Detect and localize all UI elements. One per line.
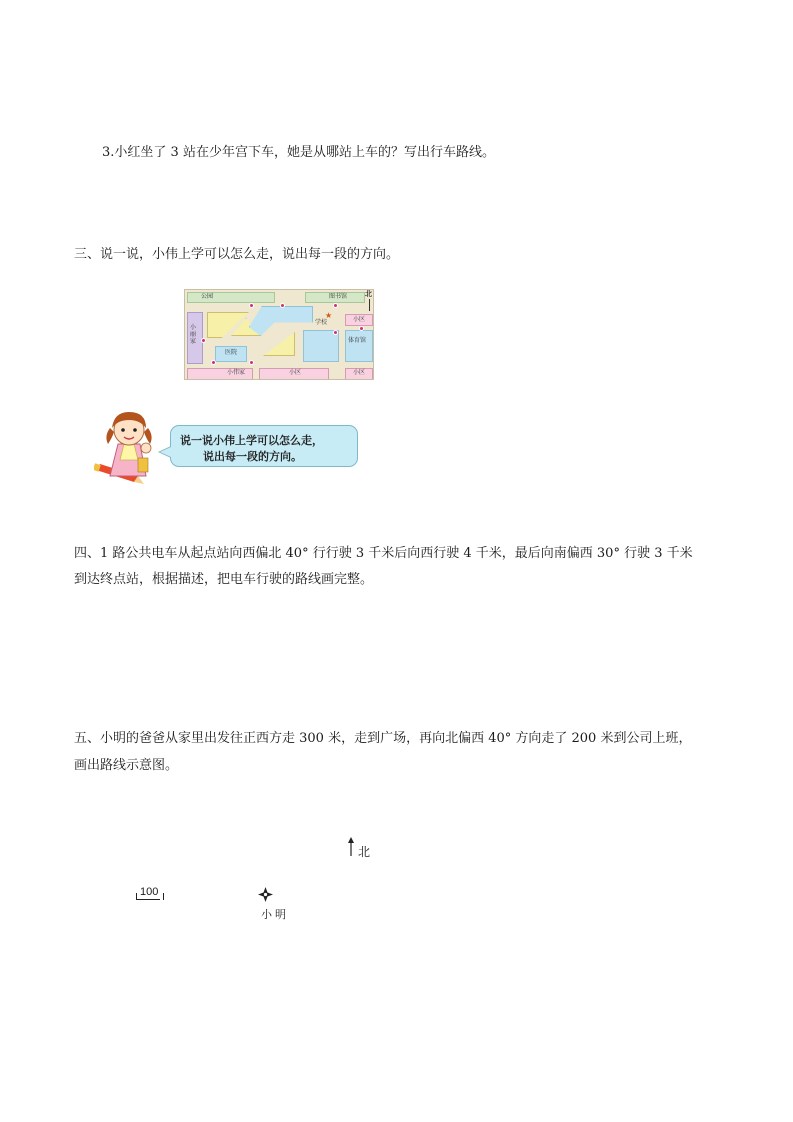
- bus-stop-icon: [201, 338, 206, 343]
- scale-tick-left: [136, 893, 137, 900]
- bus-stop-icon: [333, 303, 338, 308]
- bus-stop-icon: [333, 330, 338, 335]
- speech-bubble: [170, 425, 358, 467]
- section-4-line-2: 到达终点站，根据描述，把电车行驶的路线画完整。: [74, 572, 374, 587]
- school-star-icon: ★: [325, 311, 333, 320]
- route-map: [184, 289, 374, 380]
- scale-tick-right: [163, 893, 164, 900]
- section-5-line-1: 五、小明的爸爸从家里出发往正西方走 300 米，走到广场，再向北偏西 40° 方向走了 200 米到公司上班，: [74, 731, 692, 746]
- district-a-label: 小区: [353, 316, 366, 323]
- bus-stop-icon: [211, 360, 216, 365]
- bus-stop-icon: [249, 303, 254, 308]
- school-label: 学校: [315, 319, 328, 326]
- park-label: 公园: [201, 293, 214, 300]
- bubble-line-1: 说一说小伟上学可以怎么走，: [180, 434, 323, 447]
- block-yellow-c: [263, 332, 295, 356]
- north-label: 北: [358, 845, 371, 859]
- bus-stop-icon: [359, 326, 364, 331]
- map-north-arrow: [369, 299, 370, 311]
- bubble-tail-fill: [160, 447, 171, 457]
- district-c-label: 小区: [353, 369, 366, 376]
- north-arrow-icon: [346, 837, 356, 857]
- xiaowei-home-label: 小伟家: [227, 369, 246, 376]
- bubble-line-2: 说出每一段的方向。: [203, 450, 302, 463]
- home-label: 小明: [261, 908, 289, 921]
- library-label: 图书馆: [329, 293, 348, 300]
- section-5-line-2: 画出路线示意图。: [74, 758, 179, 773]
- scale-bar: 100: [136, 886, 160, 900]
- section-3-title: 三、说一说，小伟上学可以怎么走，说出每一段的方向。: [74, 247, 400, 262]
- xiaoli-home-label: 小丽家: [190, 324, 197, 346]
- stadium-block: [345, 330, 373, 362]
- bus-stop-icon: [249, 360, 254, 365]
- section-4-line-1: 四、1 路公共电车从起点站向西偏北 40° 行行驶 3 千米后向西行驶 4 千米，最后向南偏西 30° 行驶 3 千米: [74, 546, 693, 561]
- cartoon-girl-illustration: [94, 406, 168, 484]
- stadium-label: 体育馆: [348, 337, 367, 344]
- district-b-label: 小区: [289, 369, 302, 376]
- bus-stop-icon: [280, 303, 285, 308]
- hospital-label: 医院: [225, 349, 238, 356]
- question-3: 3.小红坐了 3 站在少年宫下车，她是从哪站上车的？写出行车路线。: [102, 145, 495, 160]
- map-north-label: 北: [365, 290, 372, 298]
- home-marker-icon: [258, 887, 273, 902]
